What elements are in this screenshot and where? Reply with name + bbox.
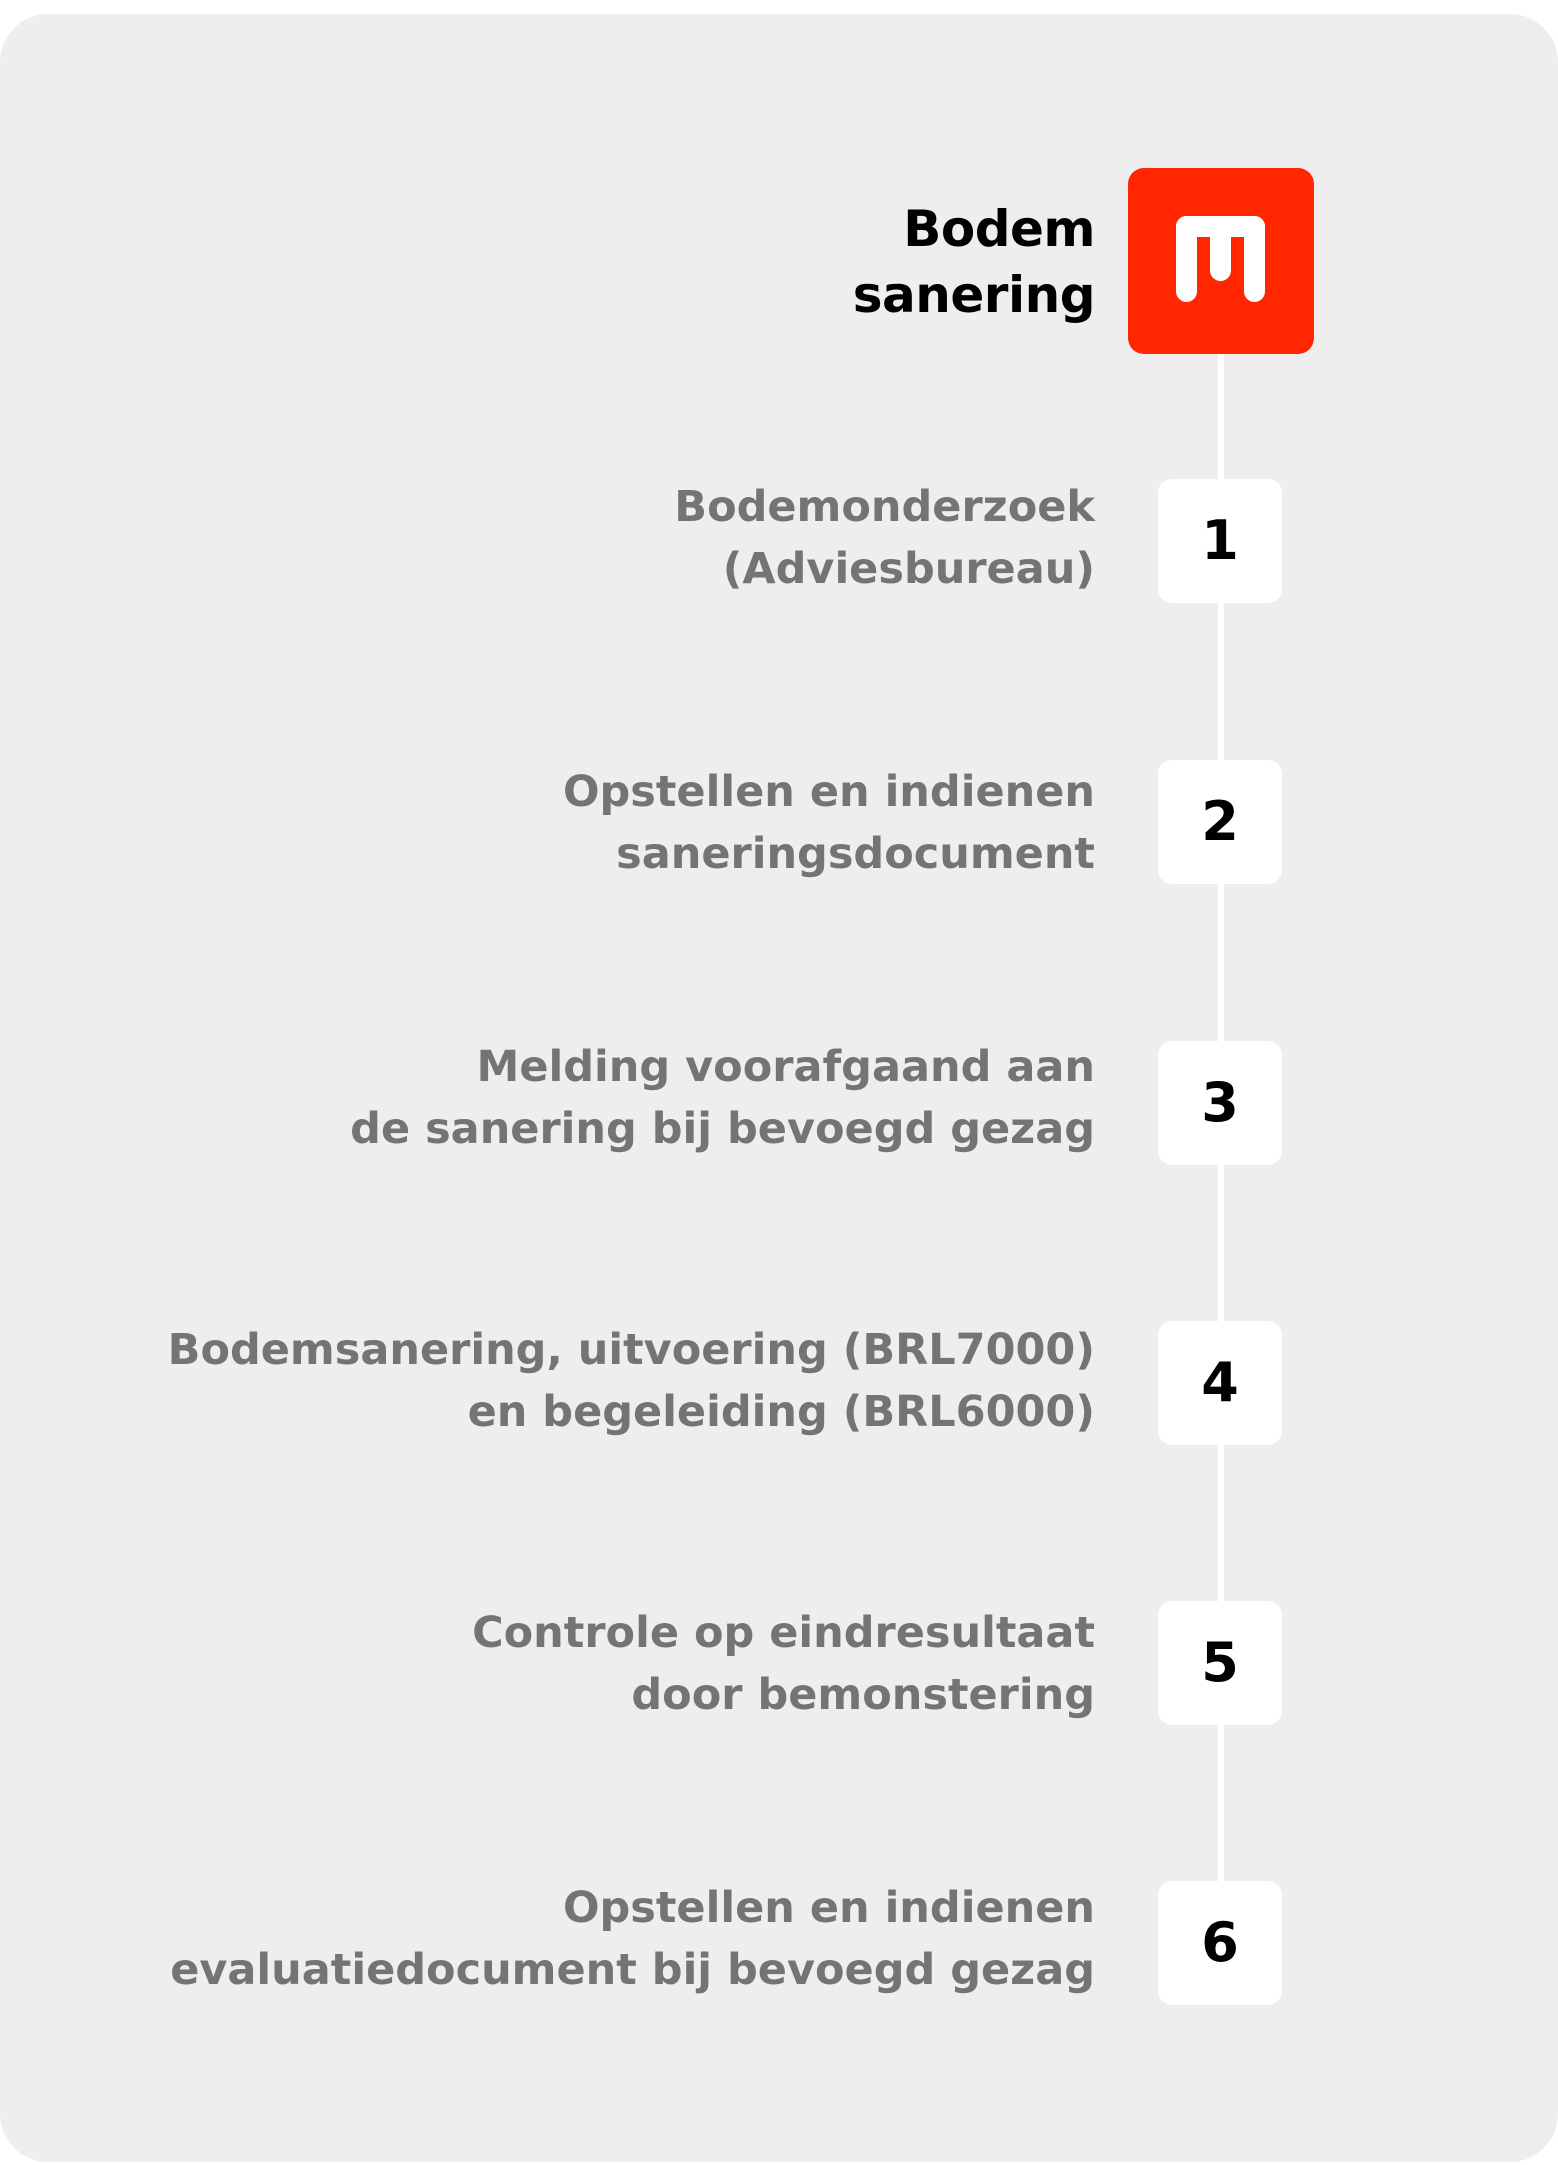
step-2-line-1: Opstellen en indienen [562, 767, 1095, 817]
step-3-line-2: de sanering bij bevoegd gezag [350, 1104, 1095, 1154]
diagram-title [495, 196, 1095, 328]
step-3-line-1: Melding voorafgaand aan [476, 1042, 1095, 1092]
step-1-label [135, 476, 1095, 600]
step-3-number: 3 [1158, 1041, 1282, 1165]
step-6-line-1: Opstellen en indienen [562, 1883, 1095, 1933]
step-6-label [135, 1877, 1095, 2001]
title-line-1: Bodem [903, 200, 1095, 258]
step-2-label [135, 761, 1095, 885]
m-logo-icon [1128, 168, 1314, 354]
step-5-line-2: door bemonstering [631, 1670, 1095, 1720]
step-6-number: 6 [1158, 1881, 1282, 2005]
step-4-line-2: en begeleiding (BRL6000) [467, 1387, 1095, 1437]
step-4-label [135, 1319, 1095, 1443]
step-1-number: 1 [1158, 479, 1282, 603]
step-5-line-1: Controle op eindresultaat [472, 1608, 1095, 1658]
step-4-line-1: Bodemsanering, uitvoering (BRL7000) [167, 1325, 1095, 1375]
title-line-2: sanering [852, 266, 1095, 324]
step-6-line-2: evaluatiedocument bij bevoegd gezag [170, 1945, 1095, 1995]
step-4-number: 4 [1158, 1321, 1282, 1445]
step-1-line-1: Bodemonderzoek [674, 482, 1095, 532]
step-3-label [135, 1036, 1095, 1160]
step-2-number: 2 [1158, 760, 1282, 884]
step-2-line-2: saneringsdocument [616, 829, 1095, 879]
step-5-number: 5 [1158, 1601, 1282, 1725]
step-5-label [135, 1602, 1095, 1726]
step-1-line-2: (Adviesbureau) [722, 544, 1095, 594]
